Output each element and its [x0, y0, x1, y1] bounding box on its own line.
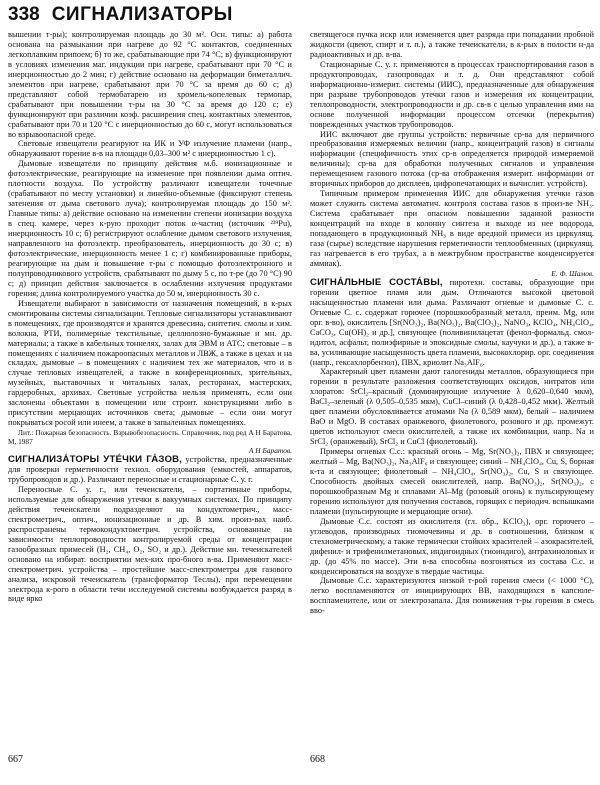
column-number-left: 667 — [8, 754, 23, 765]
literature-reference: Лит.: Пожарная безопасность. Взрывобезопасность. Справочник, под ред А Н Баратова, М, 1987 — [8, 428, 292, 447]
paragraph: светящегося пучка искр или изменяется цвет разряда при попадании пробной жидкости (цвеют, спирт и т. п.), а также течеискатели, в к-рых в полости н-да радиоактивных и др. в-ва. — [310, 30, 594, 59]
entry-definition: пиротехн. составы, образующие при горении цветное пламя или дым. Отличаются высокой цветовой насыщенностью пламени или дыма. Различают огневые и дымовые С. с. Огневые С. с. содержат горючее (порошкообразный металл, преим. Mg, или орг. в-во), окислитель [Sr(NO₃)₂, Ba(NO₃)₂, Ba(ClO₃)₂, NaNO₃, KClO₄, NH₄ClO₄, CaCO₃, Cu(OH)₂ и др.], связующее (поливинилацетат (фенол-формальд. смол-идитол, асфальт, полиэфирные и эпоксидные смолы, каучуки и др.), а также в-ва, усиливающие насыщенность цвета пламени, высокохлорир. орг. соединения (напр., гексахлорбензол), ПВХ, криолит Na₃AlF₆. — [310, 277, 594, 367]
entry-definition: устройства, предназначенные для проверки герметичности технол. оборудования (емкостей, аппаратов, трубопроводов и др.). Различают переносные и стационарные С. у. г. — [8, 455, 292, 485]
paragraph: Извещатели выбирают в зависимости от назначения помещений, в к-рых смонтированы системы сигнализации. Тепловые сигнализаторы устанавливают в помещениях, где производятся и хранятся древесина, синтетич. смолы и хим. волокна, РТИ, полимерные текстильные, целлюлозно-бумажные и мн. др. материалы; а также в кабельных тоннелях, залах для ЭВМ и АТС; световые – в помещениях с наличием пожароопасных металлов и ЛВЖ, а также в цехах и на складах, дымовые – в помещениях с наличием тех же материалов, что и в случае тепловых извещателей, а также в конференционных, зрительных, музейных, выставочных и читальных залах, ресторанах, мастерских, гардеробных, архивах. Световые устройства нельзя применять, если они заслонены объектами в помещении или строит. конструкциями либо в присутствии мерцающих источников света; дымовые – если они могут покрываться росой или инеем, а также в запыленных помещениях. — [8, 298, 292, 428]
running-head: СИГНАЛИЗАТОРЫ — [51, 4, 233, 25]
entry-term: СИГНА́ЛЬНЫЕ СОСТА́ВЫ, — [310, 276, 443, 288]
paragraph: Световые извещатели реагируют на ИК и УФ излучение пламени (напр., обнаруживают горение в-в на площади 0,03–300 м² с инерционностью 1 с). — [8, 139, 292, 159]
entry-paragraph — [310, 278, 594, 368]
page-header — [8, 4, 233, 30]
paragraph: Типичным примером применения ИИС для обнаружения утечки газов может служить система автоматич. контроля состава газов в произ-ве NH₃. Система срабатывает при опасном повышении заданной разности концентраций на входе в колонну синтеза и выходе из нее водорода, попадающего в продукционный NH₃ в виде вредной примеси из циркулящ. газа (сырье) вследствие нарушения герметичности теплообменных (циркулящ. газ нагревается в его трубах, а в межтрубном пространстве конденсируется аммиак). — [310, 189, 594, 268]
page-number: 338 — [8, 4, 40, 25]
paragraph: Дымовые С.с. характеризуются низкой т-рой горения смеси (< 1000 °С), легко воспламеняются от инициирующих ВВ, находящихся в капсюле-воспламенителе, или от электрозапала. Для понижения т-ры горения в смесь вво- — [310, 576, 594, 616]
left-column — [8, 30, 292, 748]
entry-term: СИГНАЛИЗА́ТОРЫ УТЕ́ЧКИ ГА́ЗОВ, — [8, 454, 183, 466]
paragraph: Характерный цвет пламени дают галогениды металлов, образующиеся при горении в результате разложения соответствующих оксидов, нитратов или хлоратов: SrCl₂–красный (доминирующие излучение λ 0,620–0,640 мкм), BaCl₂–зеленый (λ 0,505–0,535 мкм), CuCl–синий (λ 0,428–0,452 мкм). Желтый цвет пламени обусловливается атомами Na (λ 0,589 мкм), белый – наличием BaO и MgO. В составах оранжевого, фиолетового, розового и др. промежут. цветов используют смеси окислителей, а также их комбинации, напр. Na и SrCl₂ (оранжевый), SrCl₂ и CuCl (фиолетовый). — [310, 367, 594, 447]
right-column — [310, 30, 594, 748]
paragraph: ИИС включают две группы устройств: первичные ср-ва для первичного преобразования измеряемых величин (напр., концентраций газов) в сигналы информации (специфичность этих ср-в определяется природой измеряемой величины); ср-ва для обработки полученных сигналов и управления перемещением газового потока (ср-ва отображения измерит. информации от вторичных приборов до дисплеев, цифропечатающих и вычислит. устройств). — [310, 129, 594, 189]
paragraph: Переносные С. у. г., или течеискатели, – портативные приборы, используемые для обнаружения утечки в вакуумных системах. По принципу действия течеискатели подразделяют на кондуктометрич., масс-спектрометрич., оптич., ионизационные и др. В хим. произ-вах наиб. распространены термокондуктометрич. устройства, основанные на зависимости теплопроводности контролируемой среды от концентрации газообразных примесей (H₂, CH₄, O₂, SO₂ и др.). Действие мн. течеискателей основано на избират. восприятии мех-ких про-бного в-ва. Применяют масс-спектрометрич. устройства – простейшие масс-спектрометры для газового анализа, искровой течеискатель (трансформатор Теслы), при перемещении электрода к-рого в области течи исследуемой системы возбуждается разряд в виде ярко — [8, 484, 292, 604]
paragraph: Примеры огневых С.с.: красный огонь – Mg, Sr(NO₃)₂, ПВХ и связующее; желтый – Mg, Ba(NO₃)₂, Na₃AlF₆ и связующее; синий – NH₄ClO₄, Cu, S, борная к-та и связующее; фиолетовый – NH₄ClO₄, Sr(NO₃)₂, Cu, S и связующее. Способность двойных смесей окислителей, напр. Ba(NO₃)₂, Sr(NO₃)₂, с порошкообразным Mg и сплавами Al–Mg (розовый огонь) к пульсирующему горению используют для получения составов, горящих с периодич. вспышками пламени (пульсирующие и мерцающие огни). — [310, 447, 594, 516]
paragraph: Стационарные С. у. г. применяются в процессах транспортирования газов в продуктопроводах, газопроводах и т. д. Они представляют собой информационно-измерит. системы (ИИС), предназначенные для обнаружения при разрыве трубопроводов утечки газов и измерения их концентрации, теплопроводности, электропроводности и др. св-в с целью управления ими на основе полученной информации процессом отсечки (перекрытия) поврежденных участков трубопроводов. — [310, 59, 594, 129]
paragraph: вышении т-ры); контролируемая площадь до 30 м². Осн. типы: а) работа основана на размыкании при нагреве до 92 °С контактов, соединенных легкоплавким припоем; б) то же, срабатывающие при 74 °С; в) функционируют в условиях изменения маг. индукции при нагреве, срабатывают при 70 °С и инерционностью до 2 мин; г) действие основано на деформации биметаллич. элементов при нагреве, срабатывают при 70 °С за время до 60 с; д) представляют собой термобатарею из хромель-копелевых термопар, срабатывают при повышении т-ры на 30 °С за время до 120 с; е) функционируют при различии коэф. расширения спец. контактных элементов, срабатывают при 70 и 120 °С с инерционностью до 60 с, могут использоваться во взрывоопасной среде. — [8, 30, 292, 139]
article-author: Е. Ф. Шамов. — [551, 268, 594, 278]
paragraph: Дымовые извещатели по принципу действия м.б. ионизационные и фотоэлектрические, реагирующие на изменение при появлении дыма оптич. плотности воздуха. По устройству различают извещатели точечные (срабатывают по месту установки) и линейно-объемные (фиксируют степень затенения от дыма светового луча); контролируемая площадь до 150 м². Главные типы: а) действие основано на изменении степени ионизации воздуха в спец. камере, через к-рую проходит поток α-частиц (источник ²³⁹Pu), инерционность 10 с; б) регистрируют ослабление дымом светового излучения, направленного на фотоэлектр. преобразователь, инерционность до 30 с; в) фотоэлектрические, инерционность менее 1 с; г) комбинированные приборы, реагирующие на дым и повышение т-ры с помощью фотоэлектронного и полупроводникового устройств, срабатывают по дыму 5 с, по т-ре (до 70 °С) 90 с; д) принцип действия заключается в ослаблении излучения продуктами горения; длина контролируемого участка до 50 м, инерционность 30 с. — [8, 159, 292, 298]
paragraph: Дымовые С.с. состоят из окислителя (гл. обр., KClO₃), орг. горючего – углеводов, производных тиомочевины и др. в соотношении, близком к стехиометрическому, а также термически стойких красителей – азокрасителей, дифенил- и трифенилметановых, индигоидных (тиоиндиго), антрахиноловых и др. (до 45% по массе). Эти в-ва способны возгоняться из состава С.с. и конденсироваться на воздухе в твердые частицы. — [310, 516, 594, 576]
entry-paragraph — [8, 455, 292, 485]
article-author: А Н Баратов. — [248, 446, 292, 456]
column-number-right: 668 — [310, 754, 325, 765]
